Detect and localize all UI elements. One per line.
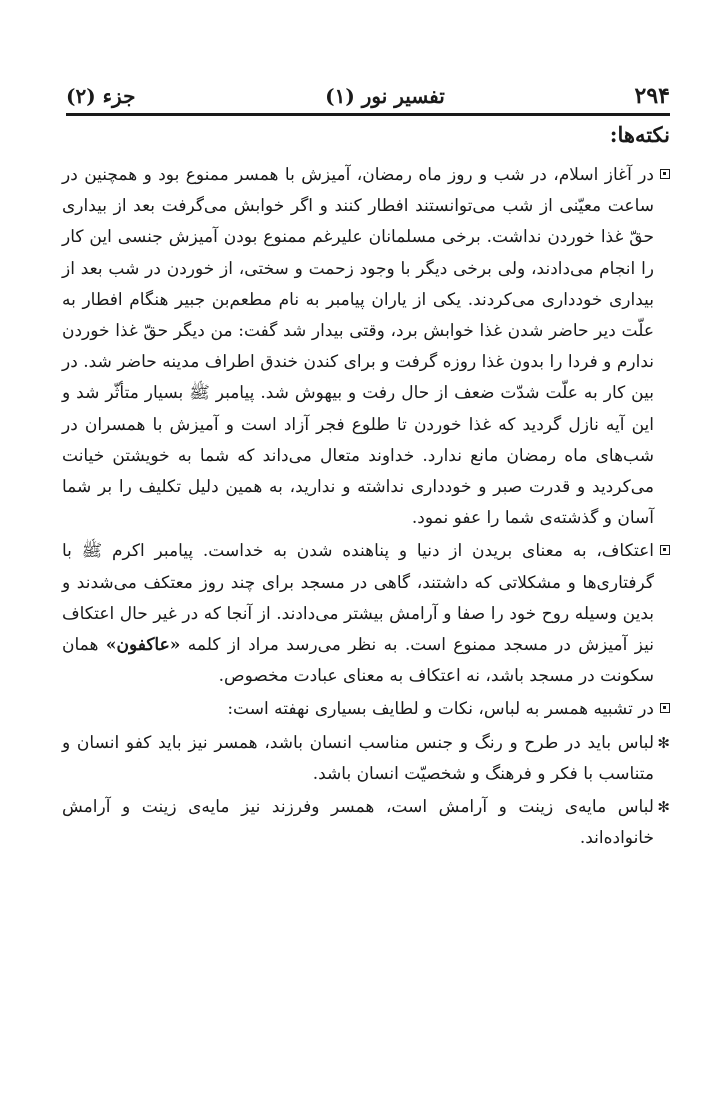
paragraph-fasting-history bbox=[62, 160, 670, 534]
point-garment-fit bbox=[62, 728, 670, 790]
asterisk-bullet-icon: ✻ bbox=[657, 798, 670, 817]
paragraph-itikaf bbox=[62, 536, 670, 692]
square-bullet-icon bbox=[660, 169, 670, 179]
point-garment-adornment bbox=[62, 792, 670, 854]
page-number: ۲۹۴ bbox=[634, 83, 670, 109]
book-title: تفسیر نور (۱) bbox=[325, 84, 445, 108]
paragraph-text-continued: همان سکونت در مسجد باشد، نه اعتکاف به معنای عبادت مخصوص. bbox=[62, 635, 654, 687]
square-bullet-icon bbox=[660, 703, 670, 713]
header-rule bbox=[66, 113, 670, 116]
paragraph-text: در تشبیه همسر به لباس، نکات و لطایف بسیاری نهفته است: bbox=[227, 699, 654, 720]
paragraph-text: اعتکاف، به معنای بریدن از دنیا و پناهنده شدن به خداست. پیامبر اکرم ﷺ با گرفتاری‌ها و مشکلاتی که داشتند، گاهی در مسجد برای چند روز معتکف می‌شدند و بدین وسیله روح خود را صفا و آرامش بیشتر می‌دادند. از آنجا که در غیر حال اعتکاف نیز آمیزش در مسجد ممنوع است. به نظر می‌رسد مراد از کلمه bbox=[62, 541, 654, 656]
page-body bbox=[62, 118, 670, 856]
point-text: لباس باید در طرح و رنگ و جنس مناسب انسان باشد، همسر نیز باید کفو انسان و متناسب با فکر و فرهنگ و شخصیّت انسان باشد. bbox=[62, 732, 654, 784]
paragraph-spouse-garment bbox=[62, 694, 670, 725]
bold-term: «عاکفون» bbox=[105, 635, 181, 656]
square-bullet-icon bbox=[660, 545, 670, 555]
running-header bbox=[66, 78, 670, 114]
paragraph-text: در آغاز اسلام، در شب و روز ماه رمضان، آمیزش با همسر ممنوع بود و همچنین در ساعت معیّنی از شب می‌توانستند افطار کنند و اگر خوابش می‌گرفت بعد از بیداری حقّ غذا خوردن نداشت. برخی مسلمانان علیرغم ممنوع بودن آمیزش جنسی این کار را انجام می‌دادند، ولی برخی دیگر با وجود زحمت و سختی، از خوردن در شب بعد از بیداری خودداری می‌کردند. یکی از یاران پیامبر به نام مطعم‌بن جبیر هنگام افطار به علّت دیر حاضر شدن غذا خوابش برد، وقتی بیدار شد گفت: من دیگر حقّ غذا خوردن ندارم و فردا را بدون غذا روزه گرفت و برای کندن خندق اطراف مدینه حاضر شد. در بین کار به علّت شدّت ضعف از حال رفت و بیهوش شد. پیامبر ﷺ بسیار متأثّر شد و این آیه نازل گردید که غذا خوردن تا طلوع فجر آزاد است و آمیزش با همسران در شب‌های ماه رمضان مانع ندارد. خداوند متعال می‌داند که شما به خویشتن خیانت می‌کردید و قدرت صبر و خودداری نداشته و ندارید، به همین دلیل تکلیف را بر شما آسان و گذشته‌ی شما را عفو نمود. bbox=[62, 165, 654, 529]
part-label: جزء (۲) bbox=[66, 84, 136, 108]
asterisk-bullet-icon: ✻ bbox=[657, 733, 670, 752]
section-title: نکته‌ها: bbox=[609, 122, 670, 147]
point-text: لباس مایه‌ی زینت و آرامش است، همسر وفرزند نیز مایه‌ی زینت و آرامش خانواده‌اند. bbox=[62, 797, 654, 849]
